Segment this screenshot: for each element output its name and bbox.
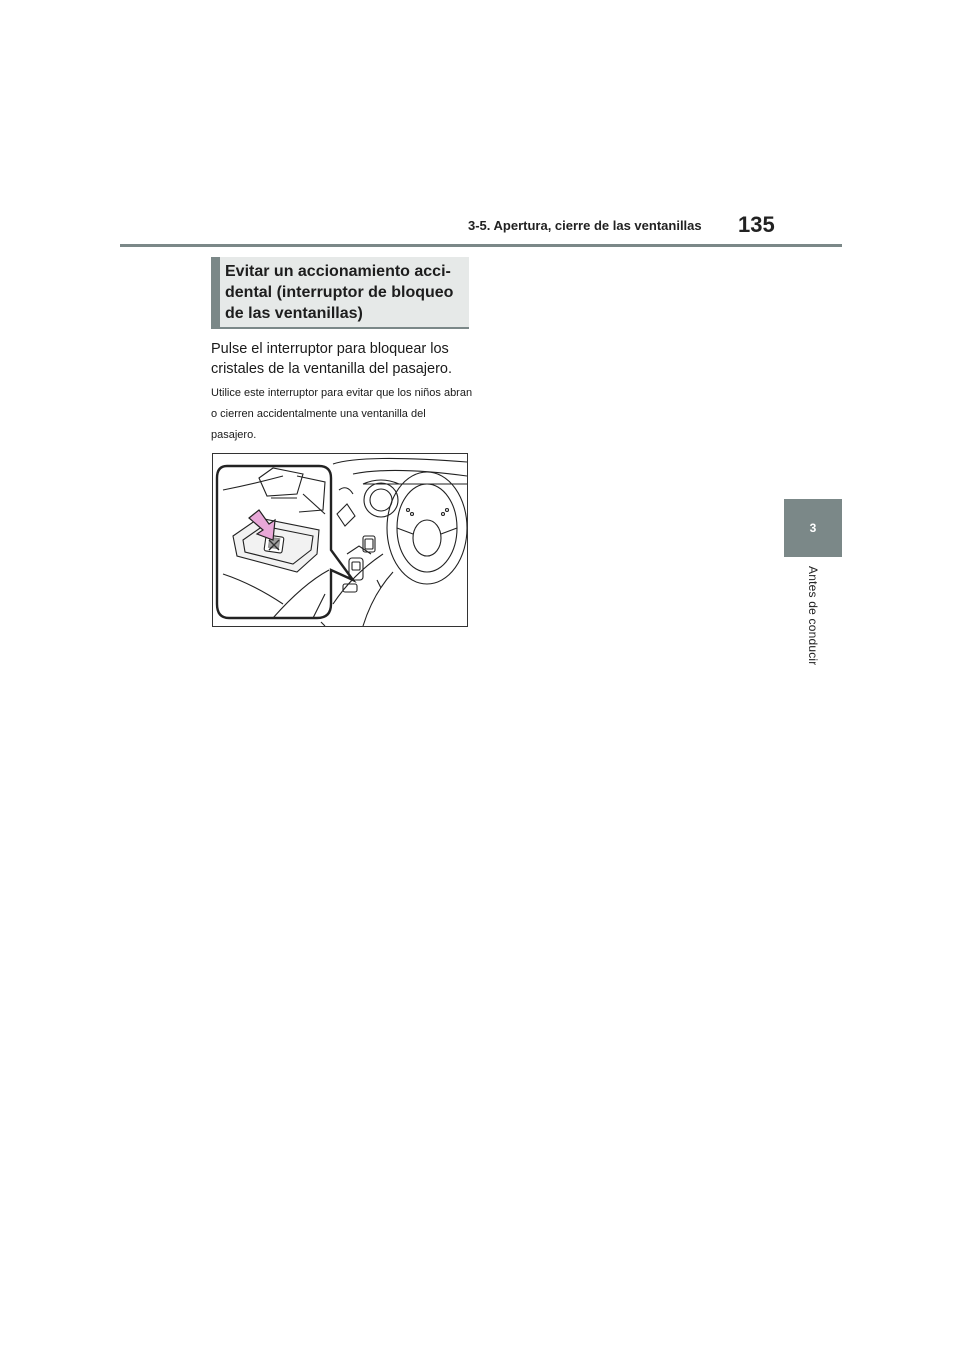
section-heading-title: Evitar un accionamiento acci-dental (interruptor de bloqueo de las ventanillas) bbox=[225, 263, 454, 322]
header-section-title: 3-5. Apertura, cierre de las ventanillas bbox=[468, 218, 702, 233]
chapter-side-label bbox=[785, 566, 841, 686]
section-heading-bar bbox=[211, 257, 220, 327]
chapter-number: 3 bbox=[809, 521, 817, 535]
instruction-text: Pulse el interruptor para bloquear los cristales de la ventanilla del pasajero. bbox=[211, 341, 452, 377]
section-heading-box bbox=[211, 257, 469, 329]
header-rule bbox=[120, 244, 842, 247]
chapter-title: Antes de conducir bbox=[806, 566, 820, 666]
page-number: 135 bbox=[738, 212, 775, 237]
window-lock-switch-illustration bbox=[212, 453, 468, 627]
note-text: Utilice este interruptor para evitar que los niños abran o cierren accidentalmente una ventanilla del pasajero. bbox=[211, 387, 473, 441]
chapter-tab bbox=[784, 499, 842, 557]
